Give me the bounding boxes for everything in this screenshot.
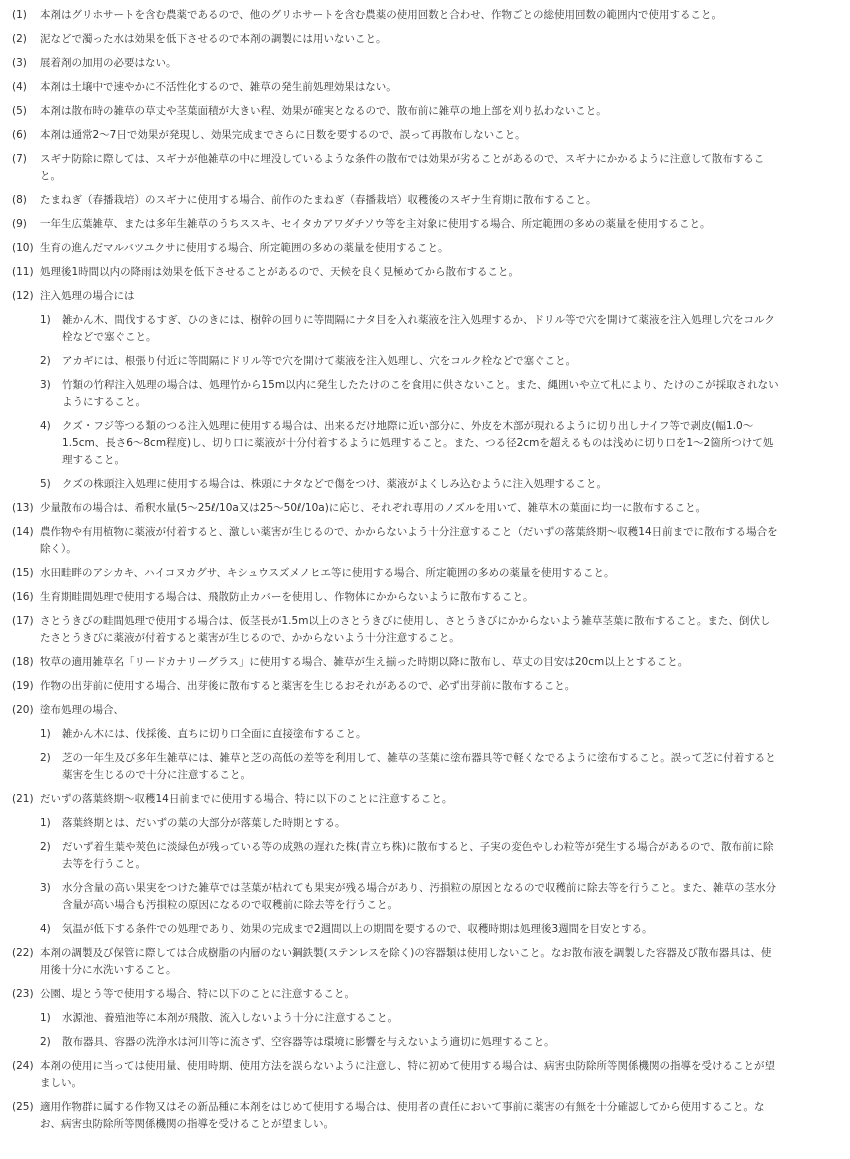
subitem-text: アカギには、根張り付近に等間隔にドリル等で穴を開けて薬液を注入処理し、穴をコルク栓などで塞ぐこと。	[62, 355, 577, 367]
precaution-item	[0, 127, 850, 144]
item-text: 本剤の使用に当っては使用量、使用時期、使用方法を誤らないように注意し、特に初めて使用する場合は、病害虫防除所等関係機関の指導を受けることが望ましい。	[40, 1060, 775, 1089]
subitem-number: 1)	[40, 817, 51, 829]
precaution-item	[0, 945, 850, 979]
subitem-number: 2)	[40, 841, 51, 853]
item-text: 生育の進んだマルバツユクサに使用する場合、所定範囲の多めの薬量を使用すること。	[40, 242, 449, 254]
item-number: (18)	[12, 656, 34, 668]
subitem-text: 雑かん木、間伐するすぎ、ひのきには、樹幹の回りに等間隔にナタ目を入れ薬液を注入処理するか、ドリル等で穴を開けて薬液を注入処理し穴をコルク栓などで塞ぐこと。	[62, 314, 775, 343]
precaution-subitem	[0, 726, 850, 743]
subitem-text: 落葉終期とは、だいずの葉の大部分が落葉した時期とする。	[62, 817, 346, 829]
subitem-text: 雑かん木には、伐採後、直ちに切り口全面に直接塗布すること。	[62, 728, 367, 740]
precaution-item	[0, 986, 850, 1003]
item-number: (5)	[12, 105, 27, 117]
precaution-subitem	[0, 880, 850, 914]
precaution-subitem	[0, 1034, 850, 1051]
item-number: (25)	[12, 1101, 34, 1113]
precaution-item	[0, 654, 850, 671]
precaution-item	[0, 264, 850, 281]
item-text: だいずの落葉終期～収穫14日前までに使用する場合、特に以下のことに注意すること。	[40, 793, 453, 805]
item-text: 本剤は散布時の雑草の草丈や茎葉面積が大きい程、効果が確実となるので、散布前に雑草の地上部を刈り払わないこと。	[40, 105, 607, 117]
item-text: 作物の出芽前に使用する場合、出芽後に散布すると薬害を生じるおそれがあるので、必ず出芽前に散布すること。	[40, 680, 576, 692]
precaution-item	[0, 702, 850, 719]
precaution-subitem	[0, 418, 850, 469]
item-text: 公園、堤とう等で使用する場合、特に以下のことに注意すること。	[40, 988, 355, 1000]
subitem-text: 気温が低下する条件での処理であり、効果の完成まで2週間以上の期間を要するので、収穫時期は処理後3週間を目安とする。	[62, 923, 653, 935]
subitem-text: だいず着生葉や莢色に淡緑色が残っている等の成熟の遅れた株(青立ち株)に散布すると、子実の変色やしわ粒等が発生する場合があるので、散布前に除去等を行うこと。	[62, 841, 774, 870]
subitem-number: 4)	[40, 420, 51, 432]
item-text: さとうきびの畦間処理で使用する場合は、仮茎長が1.5m以上のさとうきびに使用し、さとうきびにかからないよう雑草茎葉に散布すること。また、倒伏したさとうきびに薬液が付着すると薬害が生じるので、かからないよう十分注意すること。	[40, 615, 771, 644]
item-text: 泥などで濁った水は効果を低下させるので本剤の調製には用いないこと。	[40, 33, 387, 45]
subitem-number: 1)	[40, 1012, 51, 1024]
item-number: (10)	[12, 242, 34, 254]
item-number: (19)	[12, 680, 34, 692]
item-number: (21)	[12, 793, 34, 805]
precaution-item	[0, 103, 850, 120]
subitem-number: 1)	[40, 728, 51, 740]
item-number: (24)	[12, 1060, 34, 1072]
item-number: (1)	[12, 9, 27, 21]
item-text: スギナ防除に際しては、スギナが他雑草の中に埋没しているような条件の散布では効果が劣ることがあるので、スギナにかかるように注意して散布すること。	[40, 153, 765, 182]
item-number: (22)	[12, 947, 34, 959]
subitem-text: 芝の一年生及び多年生雑草には、雑草と芝の高低の差等を利用して、雑草の茎葉に塗布器具等で軽くなでるように塗布すること。誤って芝に付着すると薬害を生じるので十分に注意すること。	[62, 752, 776, 781]
precaution-item	[0, 7, 850, 24]
precaution-item	[0, 151, 850, 185]
item-number: (8)	[12, 194, 27, 206]
precaution-subitem	[0, 377, 850, 411]
item-text: 一年生広葉雑草、または多年生雑草のうちススキ、セイタカアワダチソウ等を主対象に使用する場合、所定範囲の多めの薬量を使用すること。	[40, 218, 711, 230]
item-text: 水田畦畔のアシカキ、ハイコヌカグサ、キシュウスズメノヒエ等に使用する場合、所定範囲の多めの薬量を使用すること。	[40, 567, 615, 579]
item-text: 適用作物群に属する作物又はその新品種に本剤をはじめて使用する場合は、使用者の責任において事前に薬害の有無を十分確認してから使用すること。なお、病害虫防除所等関係機関の指導を受けることが望ましい。	[40, 1101, 765, 1130]
subitem-number: 3)	[40, 882, 51, 894]
precaution-item	[0, 31, 850, 48]
precaution-item	[0, 524, 850, 558]
precaution-subitem	[0, 1010, 850, 1027]
precaution-subitem	[0, 750, 850, 784]
precaution-item	[0, 613, 850, 647]
item-number: (12)	[12, 290, 34, 302]
subitem-text: 水源池、養殖池等に本剤が飛散、流入しないよう十分に注意すること。	[62, 1012, 398, 1024]
precaution-item	[0, 240, 850, 257]
precaution-item	[0, 192, 850, 209]
precaution-subitem	[0, 353, 850, 370]
precaution-item	[0, 1058, 850, 1092]
item-number: (16)	[12, 591, 34, 603]
item-number: (2)	[12, 33, 27, 45]
item-number: (14)	[12, 526, 34, 538]
subitem-number: 2)	[40, 355, 51, 367]
precaution-item	[0, 791, 850, 808]
item-number: (9)	[12, 218, 27, 230]
item-number: (20)	[12, 704, 34, 716]
item-text: 注入処理の場合には	[40, 290, 135, 302]
item-text: 生育期畦間処理で使用する場合は、飛散防止カバーを使用し、作物体にかからないように散布すること。	[40, 591, 534, 603]
item-number: (11)	[12, 266, 34, 278]
precaution-subitem	[0, 815, 850, 832]
subitem-number: 2)	[40, 752, 51, 764]
precaution-item	[0, 79, 850, 96]
subitem-number: 2)	[40, 1036, 51, 1048]
subitem-text: クズ・フジ等つる類のつる注入処理に使用する場合は、出来るだけ地際に近い部分に、外皮を木部が現れるように切り出しナイフ等で剥皮(幅1.0～1.5cm、長さ6～8cm程度)し、切り口に薬液が十分付着するように処理すること。また、つる径2cmを超えるものは浅めに切り口を1～2箇所つけて処理すること。	[62, 420, 774, 466]
subitem-text: クズの株頭注入処理に使用する場合は、株頭にナタなどで傷をつけ、薬液がよくしみ込むように注入処理すること。	[62, 478, 607, 490]
item-number: (23)	[12, 988, 34, 1000]
item-text: 本剤はグリホサートを含む農薬であるので、他のグリホサートを含む農薬の使用回数と合わせ、作物ごとの総使用回数の範囲内で使用すること。	[40, 9, 722, 21]
item-text: 少量散布の場合は、希釈水量(5～25ℓ/10a又は25～50ℓ/10a)に応じ、それぞれ専用のノズルを用いて、雑草木の葉面に均一に散布すること。	[40, 502, 707, 514]
item-text: 本剤は土壌中で速やかに不活性化するので、雑草の発生前処理効果はない。	[40, 81, 397, 93]
item-number: (4)	[12, 81, 27, 93]
item-number: (3)	[12, 57, 27, 69]
item-text: 農作物や有用植物に薬液が付着すると、激しい薬害が生じるので、かからないよう十分注意すること（だいずの落葉終期～収穫14日前までに散布する場合を除く）。	[40, 526, 778, 555]
subitem-number: 5)	[40, 478, 51, 490]
precaution-subitem	[0, 476, 850, 493]
item-text: 塗布処理の場合、	[40, 704, 124, 716]
precaution-subitem	[0, 312, 850, 346]
precaution-item	[0, 678, 850, 695]
item-text: 本剤の調製及び保管に際しては合成樹脂の内層のない鋼鉄製(ステンレスを除く)の容器類は使用しないこと。なお散布液を調製した容器及び散布器具は、使用後十分に水洗いすること。	[40, 947, 772, 976]
item-number: (15)	[12, 567, 34, 579]
subitem-text: 散布器具、容器の洗浄水は河川等に流さず、空容器等は環境に影響を与えないよう適切に処理すること。	[62, 1036, 555, 1048]
item-text: 牧草の適用雑草名「リードカナリーグラス」に使用する場合、雑草が生え揃った時期以降に散布し、草丈の目安は20cm以上とすること。	[40, 656, 689, 668]
precaution-item	[0, 500, 850, 517]
subitem-number: 1)	[40, 314, 51, 326]
precaution-subitem	[0, 839, 850, 873]
precaution-subitem	[0, 921, 850, 938]
item-number: (13)	[12, 502, 34, 514]
subitem-number: 4)	[40, 923, 51, 935]
item-number: (6)	[12, 129, 27, 141]
precaution-item	[0, 216, 850, 233]
item-text: 展着剤の加用の必要はない。	[40, 57, 177, 69]
precaution-item	[0, 55, 850, 72]
subitem-text: 水分含量の高い果実をつけた雑草では茎葉が枯れても果実が残る場合があり、汚損粒の原因となるので収穫前に除去等を行うこと。また、雑草の茎水分含量が高い場合も汚損粒の原因になるので収穫前に除去等を行うこと。	[62, 882, 776, 911]
item-number: (7)	[12, 153, 27, 165]
item-number: (17)	[12, 615, 34, 627]
precaution-item	[0, 288, 850, 305]
precaution-item	[0, 565, 850, 582]
item-text: 本剤は通常2～7日で効果が発現し、効果完成までさらに日数を要するので、誤って再散布しないこと。	[40, 129, 526, 141]
precaution-item	[0, 589, 850, 606]
item-text: たまねぎ（春播栽培）のスギナに使用する場合、前作のたまねぎ（春播栽培）収穫後のスギナ生育期に散布すること。	[40, 194, 597, 206]
subitem-text: 竹類の竹稈注入処理の場合は、処理竹から15m以内に発生したたけのこを食用に供さないこと。また、縄囲いや立て札により、たけのこが採取されないようにすること。	[62, 379, 779, 408]
precaution-item	[0, 1099, 850, 1133]
subitem-number: 3)	[40, 379, 51, 391]
item-text: 処理後1時間以内の降雨は効果を低下させることがあるので、天候を良く見極めてから散布すること。	[40, 266, 519, 278]
